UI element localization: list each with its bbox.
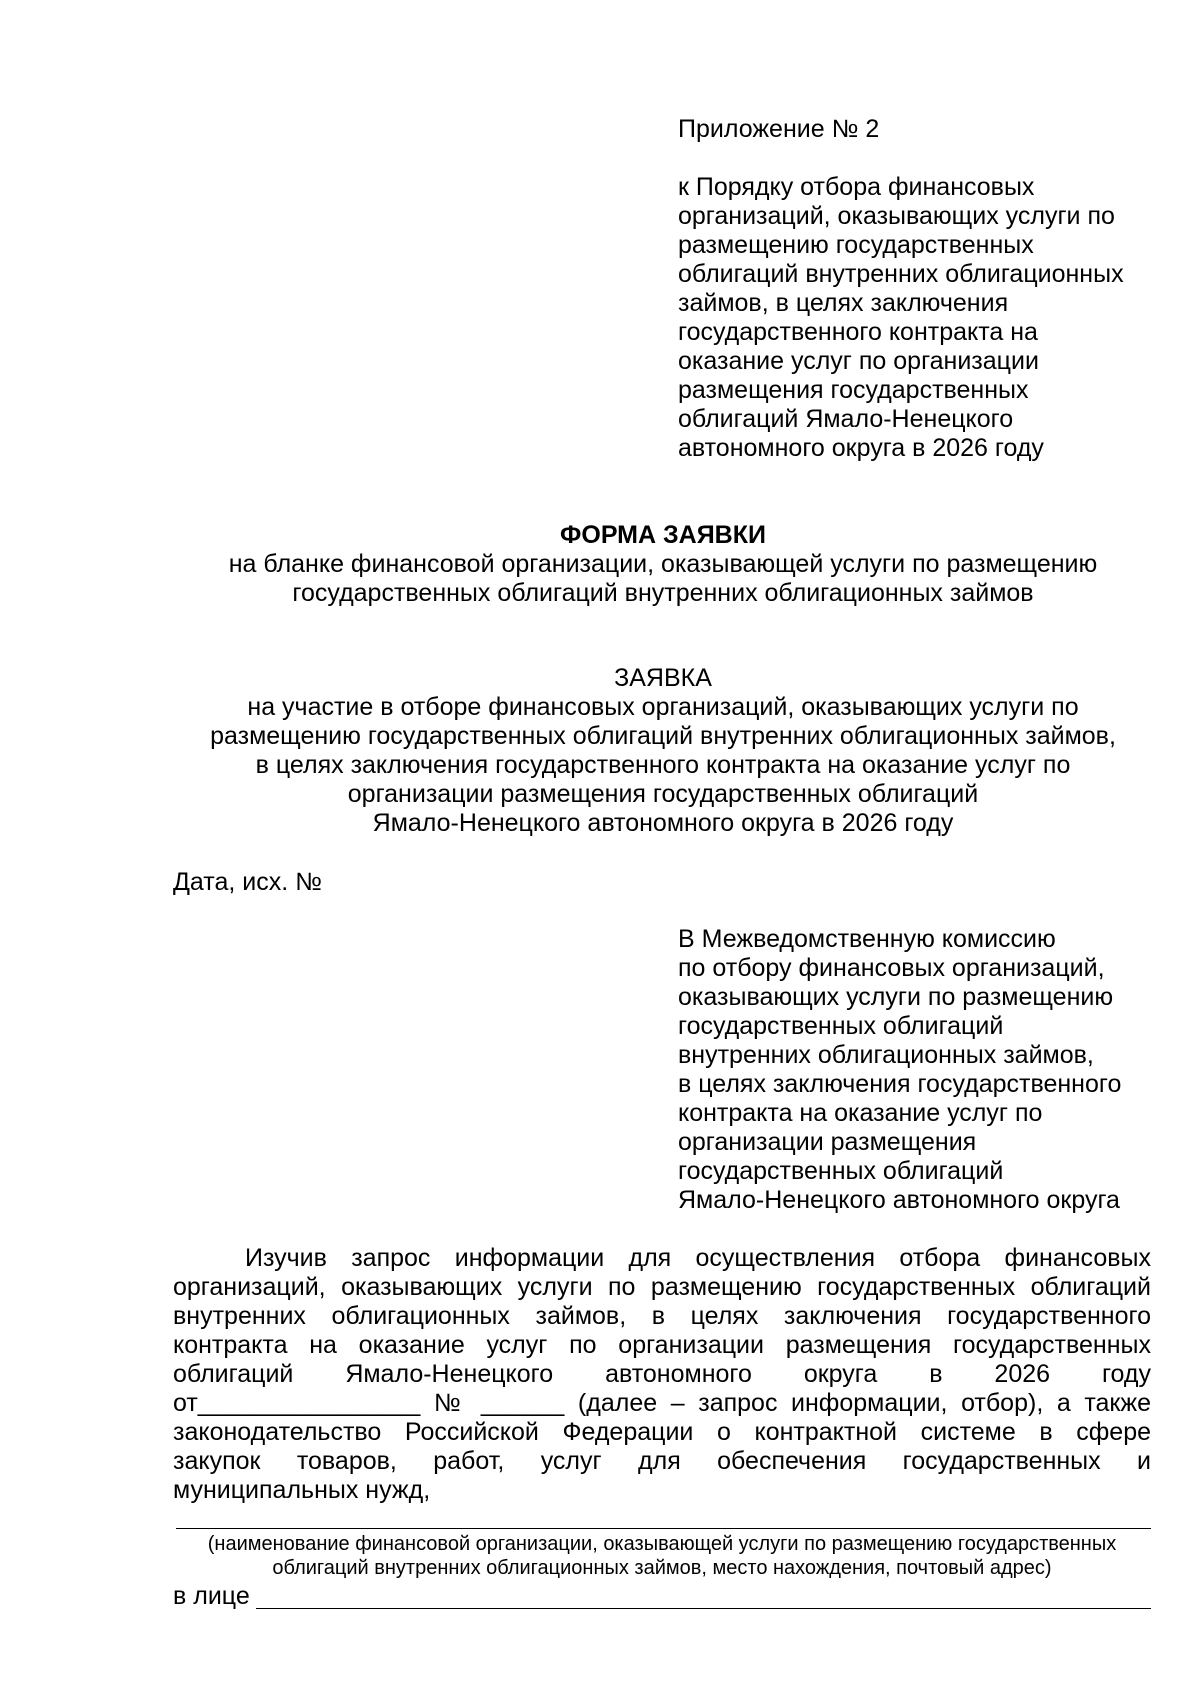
- addressee-line: Ямало-Ненецкого автономного округа: [678, 1186, 1120, 1214]
- appendix-line: организаций, оказывающих услуги по: [678, 202, 1115, 230]
- in-person-label: в лице: [173, 1582, 250, 1610]
- body-line: законодательство Российской Федерации о контрактной системе в сфере: [173, 1418, 1151, 1446]
- addressee-line: контракта на оказание услуг по: [678, 1099, 1043, 1127]
- application-title: ЗАЯВКА: [614, 664, 712, 692]
- appendix-number: Приложение № 2: [678, 115, 880, 143]
- application-line: Ямало-Ненецкого автономного округа в 2026 году: [372, 809, 954, 837]
- appendix-line: облигаций внутренних облигационных: [678, 260, 1124, 288]
- appendix-line: оказание услуг по организации: [678, 347, 1039, 375]
- body-line: муниципальных нужд,: [173, 1476, 431, 1504]
- body-line: Изучив запрос информации для осуществления отбора финансовых: [245, 1244, 1151, 1272]
- form-title: ФОРМА ЗАЯВКИ: [560, 521, 766, 549]
- addressee-line: государственных облигаций: [678, 1012, 1004, 1040]
- appendix-line: облигаций Ямало-Ненецкого: [678, 405, 1014, 433]
- addressee-line: оказывающих услуги по размещению: [678, 983, 1114, 1011]
- addressee-line: в целях заключения государственного: [678, 1070, 1122, 1098]
- application-line: размещению государственных облигаций внутренних облигационных займов,: [210, 722, 1116, 750]
- organization-note-line: (наименование финансовой организации, оказывающей услуги по размещению государственных: [207, 1533, 1117, 1555]
- addressee-line: государственных облигаций: [678, 1157, 1004, 1185]
- form-subtitle-line: на бланке финансовой организации, оказывающей услуги по размещению: [228, 550, 1098, 578]
- organization-note-line: облигаций внутренних облигационных займов, место нахождения, почтовый адрес): [272, 1557, 1052, 1579]
- addressee-line: по отбору финансовых организаций,: [678, 954, 1105, 982]
- body-line: организаций, оказывающих услуги по размещению государственных облигаций: [173, 1273, 1151, 1301]
- appendix-line: автономного округа в 2026 году: [678, 434, 1044, 462]
- application-line: в целях заключения государственного контракта на оказание услуг по: [255, 751, 1071, 779]
- body-line: внутренних облигационных займов, в целях заключения государственного: [173, 1302, 1151, 1330]
- form-subtitle-line: государственных облигаций внутренних облигационных займов: [292, 579, 1034, 607]
- body-line: облигаций Ямало-Ненецкого автономного округа в 2026 году: [173, 1360, 1151, 1388]
- addressee-line: организации размещения: [678, 1128, 977, 1156]
- addressee-line: внутренних облигационных займов,: [678, 1041, 1094, 1069]
- appendix-line: государственного контракта на: [678, 318, 1038, 346]
- body-line: закупок товаров, работ, услуг для обеспечения государственных и: [173, 1447, 1151, 1475]
- body-line: от________________ № ______ (далее – запрос информации, отбор), а также: [173, 1389, 1151, 1417]
- representative-name-line[interactable]: [256, 1608, 1151, 1609]
- date-outgoing-number: Дата, исх. №: [173, 868, 322, 896]
- appendix-line: размещения государственных: [678, 376, 1029, 404]
- appendix-line: займов, в целях заключения: [678, 289, 1009, 317]
- appendix-line: к Порядку отбора финансовых: [678, 173, 1035, 201]
- application-line: организации размещения государственных облигаций: [347, 780, 979, 808]
- organization-name-line[interactable]: [176, 1528, 1151, 1529]
- body-line: контракта на оказание услуг по организации размещения государственных: [173, 1331, 1151, 1359]
- appendix-line: размещению государственных: [678, 231, 1034, 259]
- application-line: на участие в отборе финансовых организаций, оказывающих услуги по: [247, 693, 1079, 721]
- addressee-line: В Межведомственную комиссию: [678, 925, 1056, 953]
